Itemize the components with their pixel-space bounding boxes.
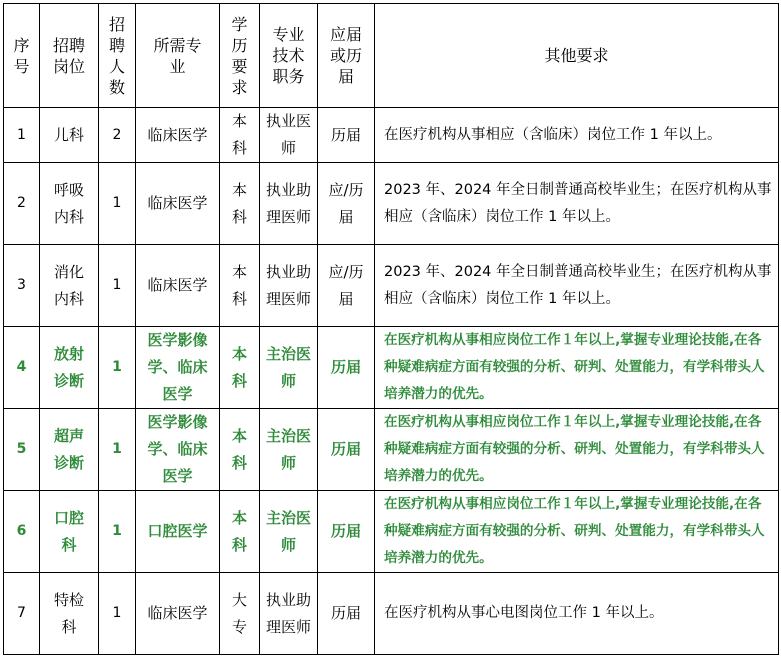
cell-other: 在医疗机构从事心电图岗位工作 1 年以上。 [375, 573, 779, 655]
cell-seq: 1 [4, 108, 40, 163]
cell-other: 2023 年、2024 年全日制普通高校毕业生；在医疗机构从事相应（含临床）岗位工作 1 年以上。 [375, 245, 779, 327]
cell-other: 在医疗机构从事相应岗位工作１年以上,掌握专业理论技能,在各种疑难病症方面有较强的分析、研判、处置能力，有学科带头人培养潜力的优先。 [375, 327, 779, 409]
cell-grad: 历届 [318, 409, 375, 491]
table-row [4, 409, 779, 491]
cell-title: 执业助理医师 [260, 163, 318, 245]
header-other: 其他要求 [375, 4, 779, 108]
cell-title: 主治医师 [260, 491, 318, 573]
header-seq: 序号 [4, 4, 40, 108]
cell-title: 主治医师 [260, 409, 318, 491]
cell-count: 1 [99, 245, 136, 327]
table-row [4, 108, 779, 163]
cell-edu: 本科 [220, 245, 260, 327]
header-grad: 应届或历届 [318, 4, 375, 108]
cell-post: 儿科 [40, 108, 99, 163]
cell-edu: 本科 [220, 108, 260, 163]
cell-major: 口腔医学 [136, 491, 220, 573]
cell-count: 1 [99, 327, 136, 409]
cell-edu: 本科 [220, 409, 260, 491]
cell-major: 临床医学 [136, 573, 220, 655]
cell-post: 放射诊断 [40, 327, 99, 409]
cell-title: 执业医师 [260, 108, 318, 163]
recruitment-table [3, 3, 779, 655]
cell-grad: 应/历届 [318, 163, 375, 245]
cell-edu: 大专 [220, 573, 260, 655]
cell-post: 消化内科 [40, 245, 99, 327]
cell-major: 临床医学 [136, 108, 220, 163]
cell-other: 在医疗机构从事相应（含临床）岗位工作 1 年以上。 [375, 108, 779, 163]
header-major: 所需专业 [136, 4, 220, 108]
header-edu: 学历要求 [220, 4, 260, 108]
cell-grad: 历届 [318, 573, 375, 655]
cell-grad: 应/历届 [318, 245, 375, 327]
cell-edu: 本科 [220, 163, 260, 245]
cell-count: 2 [99, 108, 136, 163]
cell-grad: 历届 [318, 327, 375, 409]
cell-seq: 6 [4, 491, 40, 573]
cell-post: 超声诊断 [40, 409, 99, 491]
cell-count: 1 [99, 491, 136, 573]
cell-other: 在医疗机构从事相应岗位工作１年以上,掌握专业理论技能,在各种疑难病症方面有较强的分析、研判、处置能力，有学科带头人培养潜力的优先。 [375, 491, 779, 573]
cell-seq: 7 [4, 573, 40, 655]
cell-grad: 历届 [318, 108, 375, 163]
cell-major: 医学影像学、临床医学 [136, 409, 220, 491]
header-post: 招聘岗位 [40, 4, 99, 108]
cell-seq: 5 [4, 409, 40, 491]
cell-post: 呼吸内科 [40, 163, 99, 245]
table-header-row [4, 4, 779, 108]
cell-other: 2023 年、2024 年全日制普通高校毕业生；在医疗机构从事相应（含临床）岗位工作 1 年以上。 [375, 163, 779, 245]
cell-title: 主治医师 [260, 327, 318, 409]
table-row [4, 163, 779, 245]
cell-title: 执业助理医师 [260, 573, 318, 655]
cell-seq: 3 [4, 245, 40, 327]
cell-title: 执业助理医师 [260, 245, 318, 327]
cell-major: 临床医学 [136, 163, 220, 245]
cell-major: 临床医学 [136, 245, 220, 327]
cell-count: 1 [99, 409, 136, 491]
cell-major: 医学影像学、临床医学 [136, 327, 220, 409]
header-count: 招聘人数 [99, 4, 136, 108]
cell-edu: 本科 [220, 491, 260, 573]
cell-post: 口腔科 [40, 491, 99, 573]
table-row [4, 573, 779, 655]
table-row [4, 491, 779, 573]
table-row [4, 245, 779, 327]
header-title: 专业技术职务 [260, 4, 318, 108]
cell-seq: 2 [4, 163, 40, 245]
cell-seq: 4 [4, 327, 40, 409]
cell-count: 1 [99, 163, 136, 245]
cell-edu: 本科 [220, 327, 260, 409]
cell-other: 在医疗机构从事相应岗位工作１年以上,掌握专业理论技能,在各种疑难病症方面有较强的分析、研判、处置能力，有学科带头人培养潜力的优先。 [375, 409, 779, 491]
table-row [4, 327, 779, 409]
cell-count: 1 [99, 573, 136, 655]
cell-post: 特检科 [40, 573, 99, 655]
cell-grad: 历届 [318, 491, 375, 573]
